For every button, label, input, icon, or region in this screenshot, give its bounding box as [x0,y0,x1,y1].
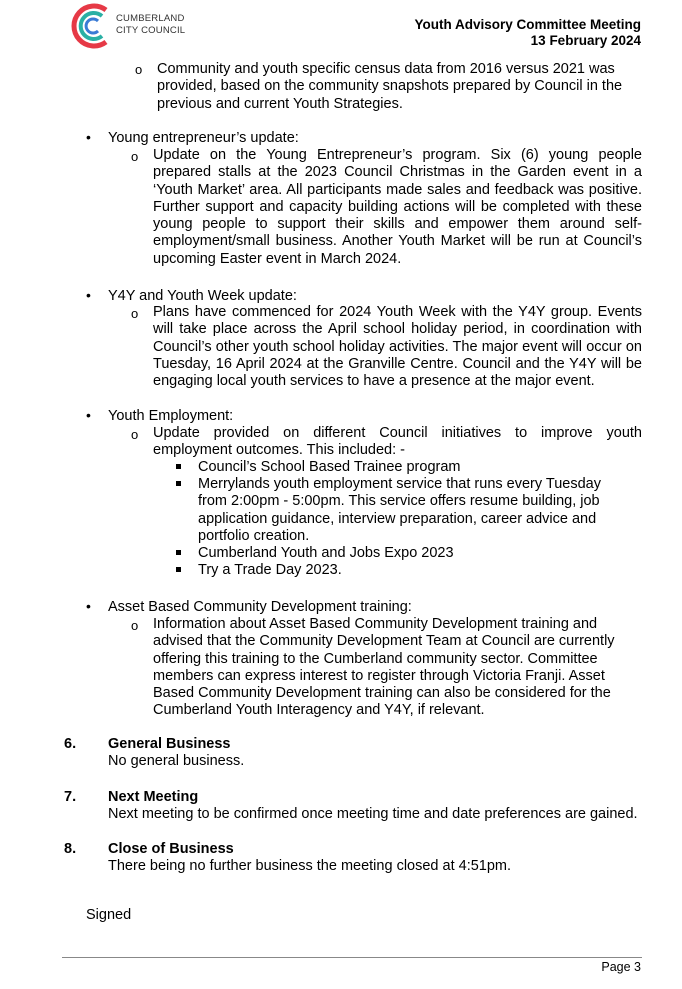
bullet-icon: • [86,129,91,145]
square-bullet-icon [176,464,181,469]
abcd-title: Asset Based Community Development training: [108,599,412,615]
logo-text [116,13,185,36]
section-number: 6. [64,736,77,752]
circle-bullet-icon: o [131,306,139,321]
square-bullet-icon [176,481,181,486]
y4y-title: Y4Y and Youth Week update: [108,288,297,304]
y4y-detail: Plans have commenced for 2024 Youth Week with the Y4Y group. Events will take place across the April school holiday period, in coordination with Council’s other youth school holiday activities. The major event will occur on Tuesday, 16 April 2024 at the Granville Centre. Council and the Y4Y will be engaging local youth services to have a presence at the major event. [153,304,642,390]
employment-detail: Update provided on different Council initiatives to improve youth employment outcomes. This included: - [153,425,642,459]
employment-item: Merrylands youth employment service that runs every Tuesday from 2:00pm - 5:00pm. This service offers resume building, job application guidance, interview preparation, career advice and portfolio creation. [198,476,601,544]
meeting-date: 13 February 2024 [530,33,641,48]
employment-item: Council’s School Based Trainee program [198,459,461,475]
circle-bullet-icon: o [135,62,143,77]
entrepreneur-detail: Update on the Young Entrepreneur’s program. Six (6) young people prepared stalls at the 2023 Council Christmas in the Garden event in a ‘Youth Market’ area. All participants made sales and feedback was positive. Further support and capacity building actions will be completed with these young people to support their skills and empower them around self-employment/small business. Another Youth Market will be run at Council’s upcoming Easter event in March 2024. [153,147,642,267]
square-bullet-icon [176,567,181,572]
employment-title: Youth Employment: [108,408,234,424]
employment-item: Try a Trade Day 2023. [198,562,342,578]
logo-line2: CITY COUNCIL [116,24,186,36]
footer-divider [62,957,642,958]
entrepreneur-title: Young entrepreneur’s update: [108,130,299,146]
circle-bullet-icon: o [131,427,139,442]
section-body: Next meeting to be confirmed once meeting time and date preferences are gained. [108,806,638,822]
section-body: No general business. [108,753,245,769]
abcd-detail: Information about Asset Based Community Development training and advised that the Community Development Team at Council are currently offering this training to the Cumberland community sector. Committee members can express interest to register through Victoria Franji. Asset Based Community Development training can also be considered for the Cumberland Youth Interagency and Y4Y, if relevant. [153,616,615,719]
page-number: Page 3 [601,960,641,974]
section-heading: Close of Business [108,841,234,857]
meeting-title: Youth Advisory Committee Meeting [414,17,641,32]
employment-item: Cumberland Youth and Jobs Expo 2023 [198,545,454,561]
bullet-icon: • [86,407,91,423]
section-heading: Next Meeting [108,789,199,805]
section-number: 8. [64,841,77,857]
square-bullet-icon [176,550,181,555]
signed-label: Signed [86,907,132,923]
cumberland-logo [66,0,118,52]
logo-line1: CUMBERLAND [116,13,185,24]
census-item: Community and youth specific census data from 2016 versus 2021 was provided, based on the community snapshots prepared by Council in the previous and current Youth Strategies. [157,61,623,112]
section-body: There being no further business the meeting closed at 4:51pm. [108,858,512,874]
circle-bullet-icon: o [131,618,139,633]
circle-bullet-icon: o [131,149,139,164]
section-number: 7. [64,789,77,805]
section-heading: General Business [108,736,231,752]
document-header [414,17,641,49]
bullet-icon: • [86,598,91,614]
bullet-icon: • [86,287,91,303]
